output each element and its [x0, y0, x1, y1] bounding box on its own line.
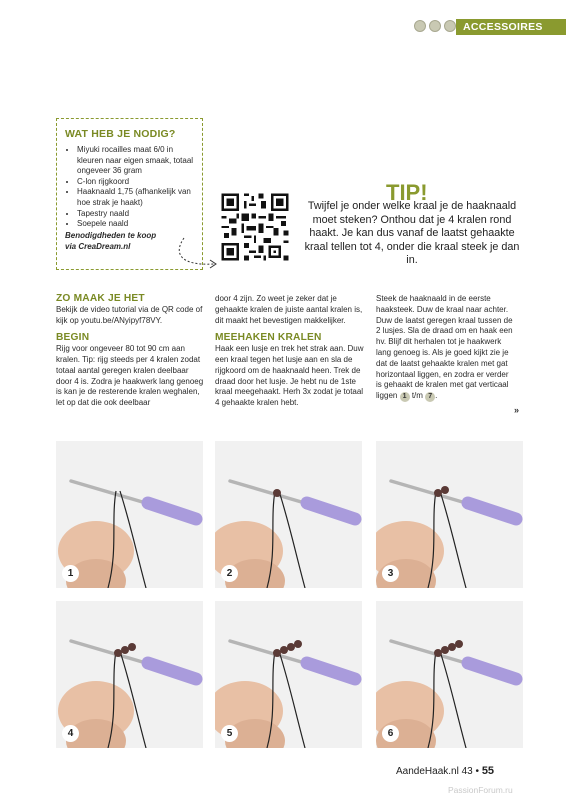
section-tab: ACCESSOIRES	[456, 19, 566, 35]
steps-body: Steek de haaknaald in de eerste haaksteek. Duw de kraal naar achter. Duw de laatst geregen kraal tussen de 2 lusjes. Sla de draad om en haak een hv. Blijf dit herhalen tot je haakwerk lang genoeg is. Als je goed kijkt zie je dat de laatst gehaakte kralen met gat horizontaal liggen, en zodra er verder is gehaakt de kralen met gat verticaal liggen	[376, 294, 513, 401]
steps-range: t/m	[411, 391, 423, 401]
materials-buy-link[interactable]: via CreaDream.nl	[65, 242, 131, 252]
column-3	[376, 294, 516, 402]
step-photo	[215, 601, 362, 748]
bead	[273, 489, 281, 497]
page-number: 55	[481, 765, 495, 777]
step-photo	[56, 601, 203, 748]
step-photo	[376, 601, 523, 748]
begin-text: Rijg voor ongeveer 80 tot 90 cm aan kralen. Tip: rijg steeds per 4 kralen zodat totaal aantal geregen kralen deelbaar door 4 is. Zodra je haakwerk lang genoeg is kan je de resterende kralen weghalen, let op dat die ook deelbaar	[56, 344, 204, 408]
materials-item: • C-lon rijgkoord	[77, 177, 194, 188]
step-number-badge: 1	[62, 565, 79, 582]
bead	[128, 643, 136, 651]
step-number-badge: 6	[382, 725, 399, 742]
step-photo	[376, 441, 523, 588]
qr-code-icon[interactable]	[219, 191, 291, 263]
bead	[441, 486, 449, 494]
steps-end: .	[435, 391, 438, 401]
materials-buy-line: Benodigdheden te koop	[65, 230, 157, 240]
materials-title: WAT HEB JE NODIG?	[65, 128, 176, 140]
bead	[273, 649, 281, 657]
header-dot-icon	[444, 20, 456, 32]
materials-list	[65, 145, 194, 230]
column-1	[56, 294, 204, 409]
materials-item: • Miyuki rocailles maat 6/0 in kleuren naar eigen smaak, totaal ongeveer 36 gram	[77, 145, 194, 177]
section-heading: BEGIN	[56, 332, 90, 344]
section-heading: MEEHAKEN KRALEN	[215, 332, 322, 344]
materials-item: • Haaknaald 1,75 (afhankelijk van hoe strak je haakt)	[77, 187, 194, 208]
step-photo	[56, 441, 203, 588]
materials-item: • Tapestry naald	[77, 209, 194, 220]
watermark: PassionForum.ru	[448, 785, 513, 795]
bead	[294, 640, 302, 648]
page-footer	[396, 765, 494, 777]
step-number-badge: 5	[221, 725, 238, 742]
meehaken-text: Haak een lusje en trek het strak aan. Duw een kraal tegen het lusje aan en sla de rijgkoord om de haaknaald heen. Trek de draad door het lusje. Je hebt nu de 1ste kraal meegehaakt. Herh 3x zodat je totaal 4 gehaakte kralen hebt.	[215, 344, 364, 408]
bead	[448, 643, 456, 651]
footer-site: AandeHaak.nl 43	[396, 766, 473, 777]
column-2	[215, 294, 365, 409]
continued-text: door 4 zijn. Zo weet je zeker dat je gehaakte kralen de juiste aantal kralen is, dit maakt het bevestigen makkelijker.	[215, 294, 363, 325]
bead	[280, 646, 288, 654]
bead	[455, 640, 463, 648]
section-heading: ZO MAAK JE HET	[56, 293, 145, 304]
tip-text: Twijfel je onder welke kraal je de haaknaald moet steken? Onthou dat je 4 kralen rond haakt. Je kan dus vanaf de laatst gehaakte kraal tellen tot 4, onder die kraal steek je dan in.	[304, 200, 520, 267]
bead	[434, 489, 442, 497]
step-number-badge: 4	[62, 725, 79, 742]
footer-bullet: •	[475, 766, 480, 777]
bead	[434, 649, 442, 657]
step-photo	[215, 441, 362, 588]
header-dots	[414, 20, 456, 32]
bead	[114, 649, 122, 657]
intro-text: Bekijk de video tutorial via de QR code of kijk op youtu.be/ANyipyf78VY.	[56, 304, 203, 325]
tip-title: TIP!	[386, 180, 428, 205]
step-ref-badge: 7	[425, 392, 435, 402]
header-dot-icon	[414, 20, 426, 32]
step-number-badge: 3	[382, 565, 399, 582]
bead	[121, 646, 129, 654]
bead	[441, 646, 449, 654]
materials-item: • Soepele naald	[77, 219, 194, 230]
bead	[287, 643, 295, 651]
header-dot-icon	[429, 20, 441, 32]
step-number-badge: 2	[221, 565, 238, 582]
curved-arrow-icon	[170, 236, 222, 276]
step-ref-badge: 1	[400, 392, 410, 402]
continue-arrow-icon: »	[514, 405, 520, 415]
steps-text	[376, 294, 516, 402]
